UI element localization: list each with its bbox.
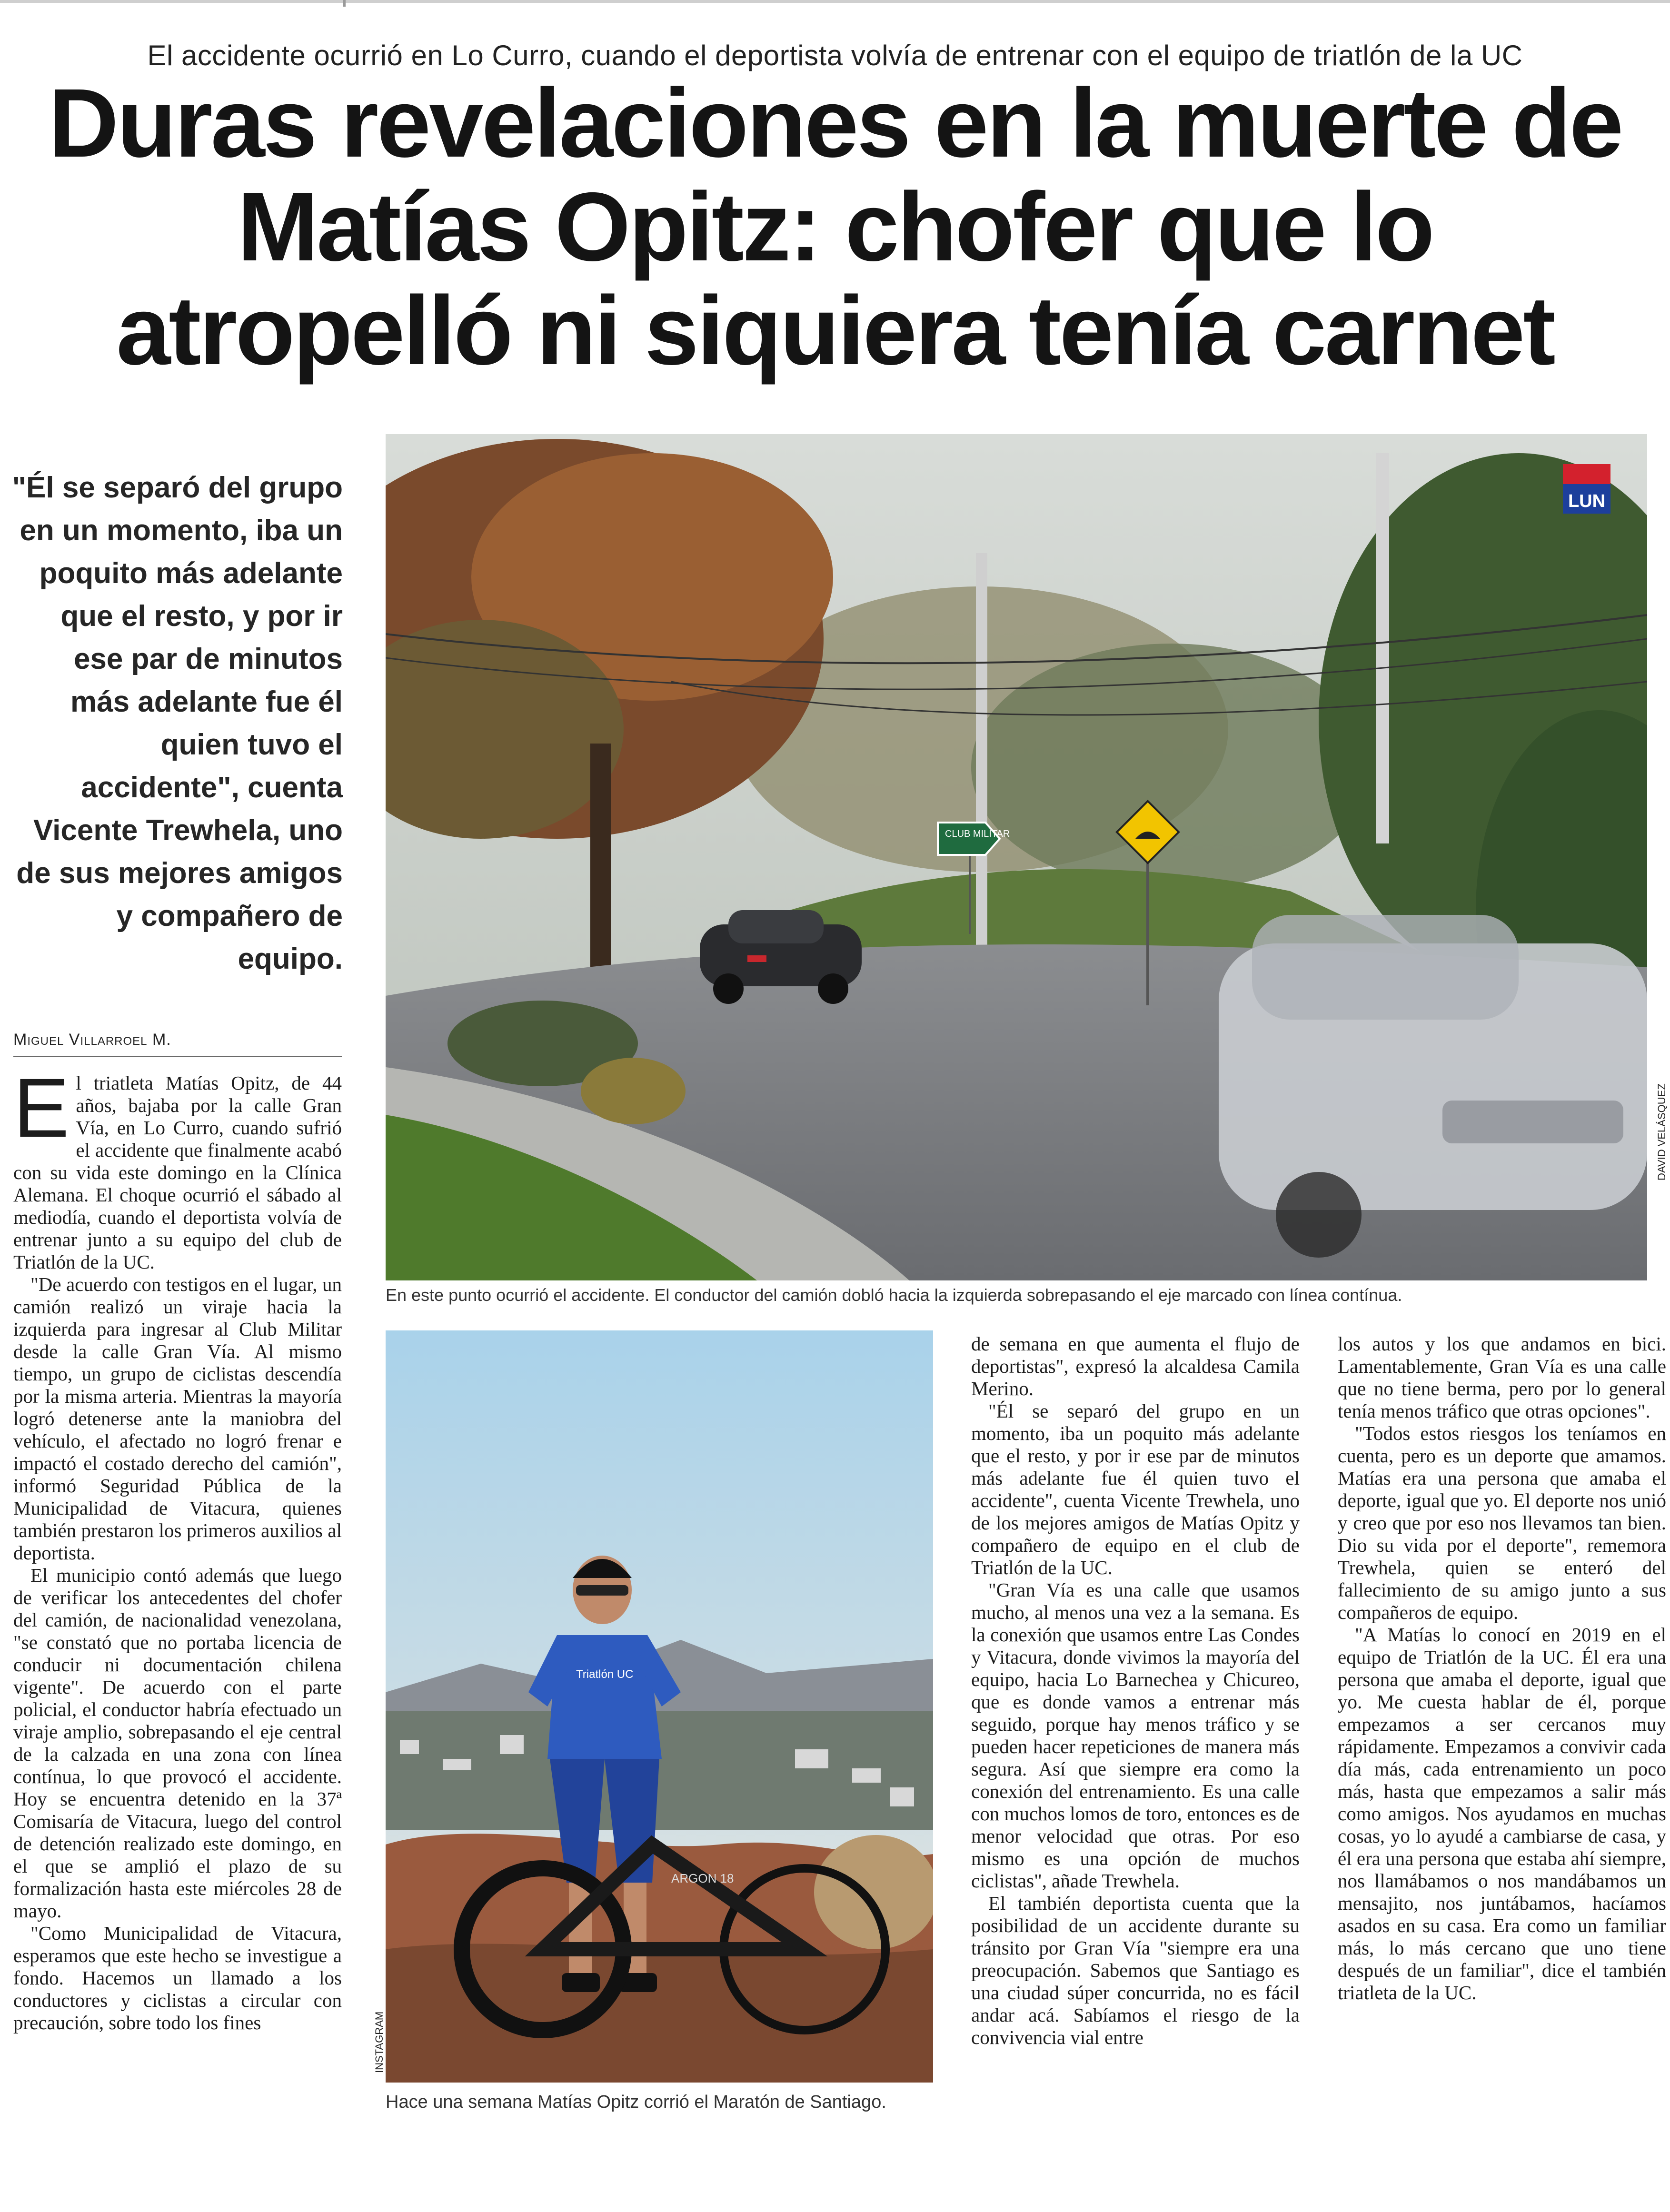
main-photo-caption: En este punto ocurrió el accidente. El conductor del camión dobló hacia la izquierda sobrepasando el eje marcado con línea contínua. [386,1285,1402,1305]
body-column-1 [13,1061,342,2034]
accident-site-illustration [386,434,1647,1280]
top-rule-tick [343,0,346,7]
body-paragraph: El triatleta Matías Opitz, de 44 años, bajaba por la calle Gran Vía, en Lo Curro, cuando sufrió el accidente que finalmente acabó con su vida este domingo en la Clínica Alemana. El choque ocurrió el sábado al mediodía, cuando el deportista volvía de entrenar junto a su equipo del club de Triatlón de la UC. [13,1061,342,1273]
accident-site-photo [386,434,1647,1280]
cyclist-photo [386,1330,933,2083]
cyclist-illustration [386,1330,933,2083]
body-paragraph: El municipio contó además que luego de verificar los antecedentes del chofer del camión, de nacionalidad venezolana, "se constató que no portaba licencia de conducir ni documentación chilena vigente". De acuerdo con el parte policial, el conductor habría efectuado un viraje amplio, sobrepasando el eje central de la calzada en una zona con línea contínua, lo que provocó el accidente. Hoy se encuentra detenido en la 37ª Comisaría de Vitacura, luego del control de detención realizado este domingo, en el que se amplió el plazo de su formalización hasta este miércoles 28 de mayo. [13,1564,342,1922]
body-paragraph: "De acuerdo con testigos en el lugar, un camión realizó un viraje hacia la izquierda para ingresar al Club Militar desde la calle Gran Vía. Al mismo tiempo, un grupo de ciclistas descendía por la misma arteria. Mientras la mayoría logró detenerse ante la maniobra del vehículo, el afectado no logró frenar e impactó el costado derecho del camión", informó Seguridad Pública de la Municipalidad de Vitacura, quienes también prestaron los primeros auxilios al deportista. [13,1273,342,1564]
body-paragraph: los autos y los que andamos en bici. Lamentablemente, Gran Vía es una calle que no tiene berma, pero por lo general tenía menos tráfico que otras opciones". [1338,1333,1666,1422]
lun-logo-mark [1563,464,1610,514]
body-column-3 [1338,1333,1666,2004]
lun-logo [1563,464,1610,514]
main-photo-credit: DAVID VELÁSQUEZ [1656,1083,1668,1180]
body-paragraph: "Gran Vía es una calle que usamos mucho, al menos una vez a la semana. Es la conexión que usamos entre Las Condes y Vitacura, donde vivimos la mayoría del equipo, hacia Lo Barnechea y Chicureo, que es donde vamos a entrenar más seguido, porque hay menos tráfico y se pueden hacer repeticiones de manera más segura. Así que siempre era como la conexión del entrenamiento. Es una calle con muchos lomos de toro, entonces es de menor velocidad que otras. Por eso mismo es una opción de muchos ciclistas", añade Trewhela. [971,1579,1300,1892]
lun-logo-text: LUN [1568,491,1606,511]
bike-brand-text: ARGON 18 [671,1871,734,1885]
top-rule [0,0,1670,3]
pull-quote: "Él se separó del grupo en un momento, iba un poquito más adelante que el resto, y por ir ese par de minutos más adelante fue él quien tuvo el accidente", cuenta Vicente Trewhela, uno de sus mejores amigos y compañero de equipo. [12,471,343,975]
article-kicker: El accidente ocurrió en Lo Curro, cuando el deportista volvía de entrenar con el equipo de triatlón de la UC [147,40,1523,71]
body-paragraph: "Él se separó del grupo en un momento, iba un poquito más adelante que el resto, y por ir ese par de minutos más adelante fue él quien tuvo el accidente", cuenta Vicente Trewhela, uno de los mejores amigos de Matías Opitz y compañero de equipo en el club de Triatlón de la UC. [971,1400,1300,1578]
body-column-2 [971,1333,1300,2049]
body-paragraph: "A Matías lo conocí en 2019 en el equipo de Triatlón de la UC. Él era una persona que amaba el deporte, igual que yo. Me cuesta hablar de él, porque empezamos a ser cercanos muy rápidamente. Empezamos a convivir cada día más, cada entrenamiento un poco más, hasta que empezamos a salir más como amigos. Nos ayudamos en muchas cosas, yo lo ayudé a cambiarse de casa, y él era una persona que estaba ahí siempre, nos llamábamos o nos mandábamos un mensajito, nos juntábamos, hacíamos asados en su casa. Era como un familiar más, lo más cercano que uno tiene después de un familiar", dice el también triatleta de la UC. [1338,1624,1666,2004]
article-headline: Duras revelaciones en la muerte de Matías Opitz: chofer que lo atropelló ni siquiera tenía carnet [48,69,1622,385]
byline: Miguel Villarroel M. [13,1031,342,1057]
club-militar-sign-text: CLUB MILITAR [945,829,1010,839]
body-paragraph: El también deportista cuenta que la posibilidad de un accidente durante su tránsito por Gran Vía "siempre era una preocupación. Sabemos que Santiago es una ciudad súper concurrida, no es fácil andar acá. Sabíamos el riesgo de la convivencia vial entre [971,1892,1300,2048]
body-paragraph: de semana en que aumenta el flujo de deportistas", expresó la alcaldesa Camila Merino. [971,1333,1300,1399]
second-photo-credit: INSTAGRAM [373,2011,385,2073]
jersey-text: Triatlón UC [576,1668,634,1681]
body-paragraph: "Todos estos riesgos los teníamos en cuenta, pero es un deporte que amamos. Matías era una persona que amaba el deporte, igual que yo. El deporte nos unió y creo que por eso nos llevamos tan bien. Dio su vida por el deporte", rememora Trewhela, quien se enteró del fallecimiento de su amigo junto a sus compañeros de equipo. [1338,1422,1666,1623]
drop-cap: E [13,1061,70,1155]
body-paragraph: "Como Municipalidad de Vitacura, esperamos que este hecho se investigue a fondo. Hacemos un llamado a los conductores y ciclistas a circular con precaución, sobre todo los fines [13,1922,342,2033]
second-photo-caption: Hace una semana Matías Opitz corrió el Maratón de Santiago. [386,2092,886,2112]
